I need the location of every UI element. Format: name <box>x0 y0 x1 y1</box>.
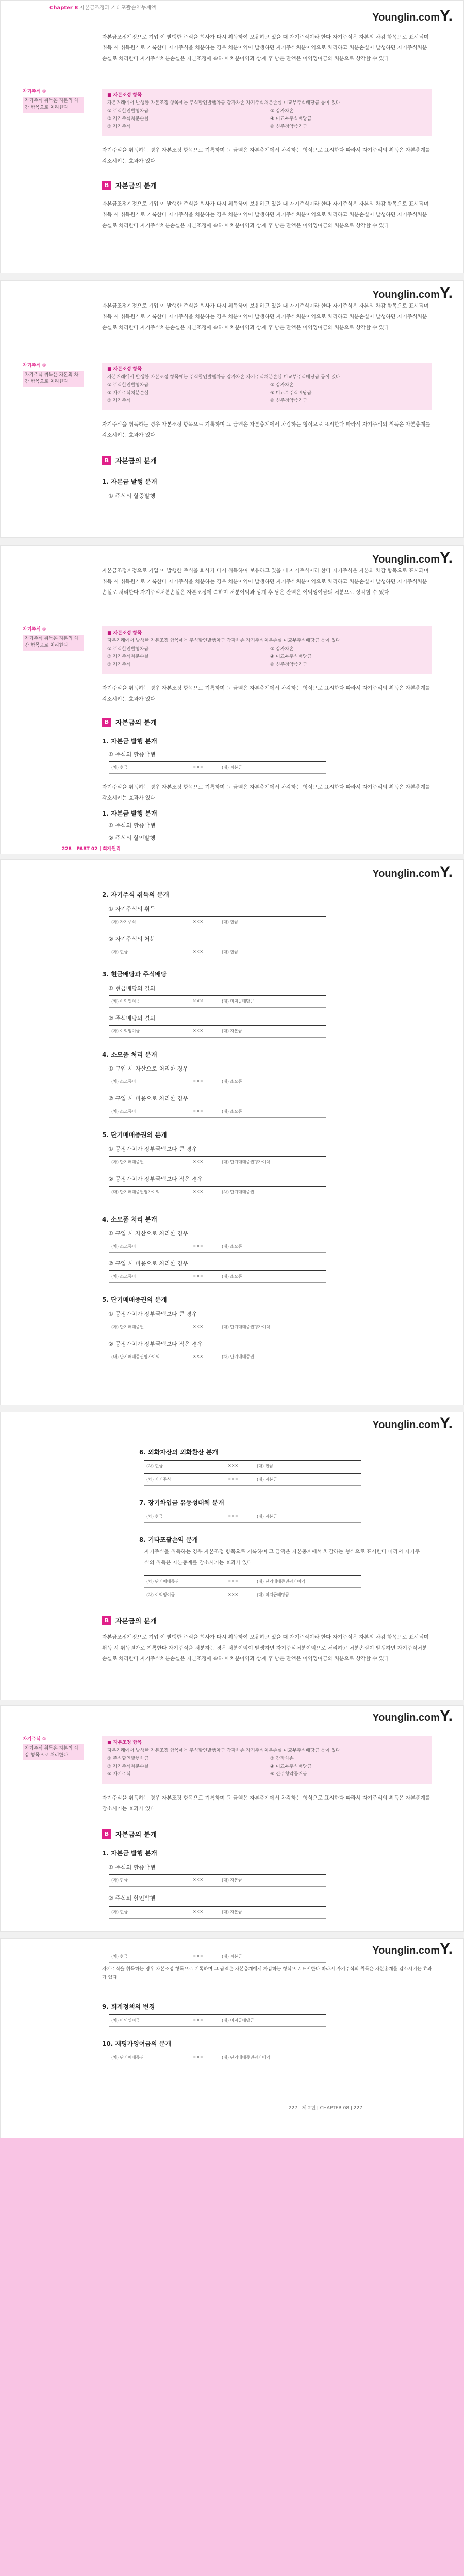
section-title: B 자본금의 분개 <box>102 1616 157 1625</box>
chapter-header: Chapter 8 자본금조정과 기타포괄손익누계액 <box>49 5 156 11</box>
paragraph: 자기주식을 취득하는 경우 자본조정 항목으로 기록하며 그 금액은 자본총계에서 차감하는 형식으로 표시한다 따라서 자기주식의 취득은 자본총계를 감소시키는 효과가 있다 <box>102 785 430 801</box>
page-frame-3 <box>0 545 464 854</box>
sub-title: 1. 자본금 발행 분개 <box>102 738 157 745</box>
sub-title: 2. 자기주식 취득의 분개 <box>102 891 169 899</box>
journal-entry: (차) 자기주식 ××× (대) 자본금 <box>144 1473 361 1486</box>
note-tag: 자기주식 ① 자기주식 취득은 자본의 차감 항목으로 처리한다 <box>23 89 84 113</box>
section-title: B 자본금의 분개 <box>102 1829 157 1839</box>
note-tag: 자기주식 ① 자기주식 취득은 자본의 차감 항목으로 처리한다 <box>23 363 84 387</box>
pink-box: ■ 자본조정 항목 자본거래에서 발생한 자본조정 항목에는 주식할인발행차금 감자차손 자기주식처분손실 미교부주식배당금 등이 있다 ① 주식할인발행차금 ② 감자차손 ③ 자기주식처분손실 ④ 미교부주식배당금 ⑤ 자기주식 ⑥ 신주청약증거금 <box>102 1736 432 1784</box>
journal-entry: (차) 소모품비 ××× (대) 소모품 <box>109 1076 326 1088</box>
page-frame-6 <box>0 1705 464 1932</box>
sub-item: ① 구입 시 자산으로 처리한 경우 <box>108 1065 188 1072</box>
journal-entry: (차) 현금 ××× (대) 현금 <box>109 946 326 958</box>
paragraph: 자기주식을 취득하는 경우 자본조정 항목으로 기록하며 그 금액은 자본총계에서 차감하는 형식으로 표시한다 따라서 자기주식의 취득은 자본총계를 감소시키는 효과가 있다 <box>144 1549 420 1566</box>
page-footer: 227 | 제 2편 | CHAPTER 08 | 227 <box>289 2106 362 2111</box>
page-frame-5 <box>0 1412 464 1700</box>
page-frame-4 <box>0 859 464 1405</box>
paragraph: 자기주식을 취득하는 경우 자본조정 항목으로 기록하며 그 금액은 자본총계에서 차감하는 형식으로 표시한다 따라서 자기주식의 취득은 자본총계를 감소시키는 효과가 있다 <box>102 1967 432 1980</box>
section-title: B 자본금의 분개 <box>102 180 157 190</box>
pink-box: ■ 자본조정 항목 자본거래에서 발생한 자본조정 항목에는 주식할인발행차금 감자차손 자기주식처분손실 미교부주식배당금 등이 있다 ① 주식할인발행차금 ② 감자차손 ③ 자기주식처분손실 ④ 미교부주식배당금 ⑤ 자기주식 ⑥ 신주청약증거금 <box>102 89 432 136</box>
sub-item: ② 주식의 할인발행 <box>108 1895 156 1902</box>
journal-entry: (차) 이익잉여금 ××× (대) 자본금 <box>109 1025 326 1038</box>
sub-item: ② 주식의 할인발행 <box>108 835 156 841</box>
sub-title: 1. 자본금 발행 분개 <box>102 1850 157 1857</box>
journal-entry: (차) 소모품비 ××× (대) 소모품 <box>109 1106 326 1118</box>
sub-item: ① 현금배당의 결의 <box>108 985 156 992</box>
paragraph: 자기주식을 취득하는 경우 자본조정 항목으로 기록하며 그 금액은 자본총계에서 차감하는 형식으로 표시한다 따라서 자기주식의 취득은 자본총계를 감소시키는 효과가 있다 <box>102 1795 430 1812</box>
sub-title: 4. 소모품 처리 분개 <box>102 1216 157 1223</box>
sub-item: ① 공정가치가 장부금액보다 큰 경우 <box>108 1146 197 1153</box>
paragraph: 자본금조정계정으로 기업 이 발행한 주식을 회사가 다시 취득하여 보유하고 있을 때 자기주식이라 한다 자기주식은 자본의 차감 항목으로 표시되며 취득 시 취득원가로 기록한다 자기주식을 처분하는 경우 처분이익이 발생하면 자기주식처분이익으로 처리하고 처분손실이 발생하면 자기주식처분손실로 처리한다 자기주식처분손실은 자본조정에 속하며 처분이익과 상계 후 남은 잔액은 이익잉여금의 처분으로 상각할 수 있다 <box>102 201 429 229</box>
brand-logo: Younglin.comY. <box>372 1940 453 1957</box>
journal-entry: (차) 단기매매증권 ××× (대) 단기매매증권평가이익 <box>109 1321 326 1333</box>
page-footer: 228 | PART 02 | 회계원리 <box>62 846 121 852</box>
sub-title: 10. 재평가잉여금의 분개 <box>102 2040 171 2047</box>
journal-entry: (차) 단기매매증권 ××× (대) 단기매매증권평가이익 <box>144 1575 361 1588</box>
paragraph: 자본금조정계정으로 기업 이 발행한 주식을 회사가 다시 취득하여 보유하고 있을 때 자기주식이라 한다 자기주식은 자본의 차감 항목으로 표시되며 취득 시 취득원가로 기록한다 자기주식을 처분하는 경우 처분이익이 발생하면 자기주식처분이익으로 처리하고 처분손실이 발생하면 자기주식처분손실로 처리한다 자기주식처분손실은 자본조정에 속하며 처분이익과 상계 후 남은 잔액은 이익잉여금의 처분으로 상각할 수 있다 <box>102 35 429 62</box>
brand-logo: Younglin.comY. <box>372 1415 453 1432</box>
pink-box: ■ 자본조정 항목 자본거래에서 발생한 자본조정 항목에는 주식할인발행차금 감자차손 자기주식처분손실 미교부주식배당금 등이 있다 ① 주식할인발행차금 ② 감자차손 ③ 자기주식처분손실 ④ 미교부주식배당금 ⑤ 자기주식 ⑥ 신주청약증거금 <box>102 363 432 410</box>
sub-item: ① 주식의 할증발행 <box>108 493 156 499</box>
page-frame-2 <box>0 280 464 538</box>
journal-entry: (차) 현금 ××× (대) 자본금 <box>144 1511 361 1523</box>
sub-title: 1. 자본금 발행 분개 <box>102 478 157 485</box>
journal-entry: (차) 현금 ××× (대) 자본금 <box>109 1906 326 1919</box>
section-title: B 자본금의 분개 <box>102 717 157 727</box>
journal-entry: (차) 이익잉여금 ××× (대) 미지급배당금 <box>109 2014 326 2027</box>
sub-title: 7. 장기차입금 유동성대체 분개 <box>139 1499 224 1506</box>
journal-entry: (차) 현금 ××× (대) 자본금 <box>109 1874 326 1887</box>
brand-logo: Younglin.comY. <box>372 863 453 880</box>
brand-logo: Younglin.comY. <box>372 1707 453 1724</box>
pink-footer-bar <box>0 2138 464 2576</box>
sub-item: ② 구입 시 비용으로 처리한 경우 <box>108 1095 188 1102</box>
journal-entry: (차) 이익잉여금 ××× (대) 미지급배당금 <box>144 1589 361 1601</box>
journal-entry: (차) 현금 ××× (대) 자본금 <box>109 761 326 774</box>
brand-logo: Younglin.comY. <box>372 7 453 24</box>
brand-logo: Younglin.comY. <box>372 549 453 566</box>
section-title: B 자본금의 분개 <box>102 455 157 465</box>
sub-item: ① 주식의 할증발행 <box>108 1864 156 1871</box>
paragraph: 자기주식을 취득하는 경우 자본조정 항목으로 기록하며 그 금액은 자본총계에서 차감하는 형식으로 표시한다 따라서 자기주식의 취득은 자본총계를 감소시키는 효과가 있다 <box>102 148 430 164</box>
journal-entry: (차) 현금 ××× (대) 현금 <box>144 1460 361 1472</box>
sub-item: ① 주식의 할증발행 <box>108 822 156 829</box>
journal-entry: (대) 단기매매증권평가이익 ××× (차) 단기매매증권 <box>109 1186 326 1198</box>
sub-title: 1. 자본금 발행 분개 <box>102 810 157 817</box>
sub-item: ① 공정가치가 장부금액보다 큰 경우 <box>108 1311 197 1317</box>
sub-item: ② 공정가치가 장부금액보다 작은 경우 <box>108 1176 203 1182</box>
sub-title: 4. 소모품 처리 분개 <box>102 1051 157 1058</box>
note-tag: 자기주식 ① 자기주식 취득은 자본의 차감 항목으로 처리한다 <box>23 1736 84 1760</box>
paragraph: 자본금조정계정으로 기업 이 발행한 주식을 회사가 다시 취득하여 보유하고 있을 때 자기주식이라 한다 자기주식은 자본의 차감 항목으로 표시되며 취득 시 취득원가로 기록한다 자기주식을 처분하는 경우 처분이익이 발생하면 자기주식처분이익으로 처리하고 처분손실이 발생하면 자기주식처분손실로 처리한다 자기주식처분손실은 자본조정에 속하며 처분이익과 상계 후 남은 잔액은 이익잉여금의 처분으로 상각할 수 있다 <box>102 568 429 596</box>
paragraph: 자본금조정계정으로 기업 이 발행한 주식을 회사가 다시 취득하여 보유하고 있을 때 자기주식이라 한다 자기주식은 자본의 차감 항목으로 표시되며 취득 시 취득원가로 기록한다 자기주식을 처분하는 경우 처분이익이 발생하면 자기주식처분이익으로 처리하고 처분손실이 발생하면 자기주식처분손실로 처리한다 자기주식처분손실은 자본조정에 속하며 처분이익과 상계 후 남은 잔액은 이익잉여금의 처분으로 상각할 수 있다 <box>102 1635 429 1662</box>
sub-title: 5. 단기매매증권의 분개 <box>102 1131 167 1139</box>
journal-entry: (차) 소모품비 ××× (대) 소모품 <box>109 1241 326 1253</box>
sub-item: ① 자기주식의 취득 <box>108 906 156 912</box>
journal-entry: (차) 이익잉여금 ××× (대) 미지급배당금 <box>109 995 326 1008</box>
sub-item: ② 공정가치가 장부금액보다 작은 경우 <box>108 1341 203 1347</box>
note-tag: 자기주식 ① 자기주식 취득은 자본의 차감 항목으로 처리한다 <box>23 626 84 651</box>
journal-entry: (차) 단기매매증권 ××× (대) 단기매매증권평가이익 <box>109 1156 326 1168</box>
brand-logo: Younglin.comY. <box>372 284 453 301</box>
page-frame-1 <box>0 0 464 273</box>
paragraph: 자기주식을 취득하는 경우 자본조정 항목으로 기록하며 그 금액은 자본총계에서 차감하는 형식으로 표시한다 따라서 자기주식의 취득은 자본총계를 감소시키는 효과가 있다 <box>102 422 430 438</box>
sub-item: ① 주식의 할증발행 <box>108 751 156 758</box>
sub-item: ② 구입 시 비용으로 처리한 경우 <box>108 1260 188 1267</box>
sub-title: 5. 단기매매증권의 분개 <box>102 1296 167 1303</box>
sub-item: ② 주식배당의 결의 <box>108 1015 156 1022</box>
sub-title: 3. 현금배당과 주식배당 <box>102 971 167 978</box>
sub-item: ② 자기주식의 처분 <box>108 936 156 942</box>
journal-entry: (차) 자기주식 ××× (대) 현금 <box>109 916 326 928</box>
journal-entry: (차) 소모품비 ××× (대) 소모품 <box>109 1270 326 1283</box>
sub-item: ① 구입 시 자산으로 처리한 경우 <box>108 1230 188 1237</box>
journal-entry: (차) 현금 ××× (대) 자본금 <box>109 1951 326 1963</box>
pink-box: ■ 자본조정 항목 자본거래에서 발생한 자본조정 항목에는 주식할인발행차금 감자차손 자기주식처분손실 미교부주식배당금 등이 있다 ① 주식할인발행차금 ② 감자차손 ③ 자기주식처분손실 ④ 미교부주식배당금 ⑤ 자기주식 ⑥ 신주청약증거금 <box>102 626 432 674</box>
paragraph: 자기주식을 취득하는 경우 자본조정 항목으로 기록하며 그 금액은 자본총계에서 차감하는 형식으로 표시한다 따라서 자기주식의 취득은 자본총계를 감소시키는 효과가 있다 <box>102 686 430 702</box>
journal-entry: (대) 단기매매증권평가이익 ××× (차) 단기매매증권 <box>109 1351 326 1363</box>
sub-title: 9. 회계정책의 변경 <box>102 2003 155 2010</box>
sub-title: 6. 외화자산의 외화환산 분개 <box>139 1449 218 1456</box>
journal-entry: (차) 단기매매증권 ××× (대) 단기매매증권평가이익 <box>109 2052 326 2070</box>
sub-title: 8. 기타포괄손익 분개 <box>139 1536 198 1544</box>
page-frame-7 <box>0 1938 464 2576</box>
paragraph: 자본금조정계정으로 기업 이 발행한 주식을 회사가 다시 취득하여 보유하고 있을 때 자기주식이라 한다 자기주식은 자본의 차감 항목으로 표시되며 취득 시 취득원가로 기록한다 자기주식을 처분하는 경우 처분이익이 발생하면 자기주식처분이익으로 처리하고 처분손실이 발생하면 자기주식처분손실로 처리한다 자기주식처분손실은 자본조정에 속하며 처분이익과 상계 후 남은 잔액은 이익잉여금의 처분으로 상각할 수 있다 <box>102 303 429 331</box>
